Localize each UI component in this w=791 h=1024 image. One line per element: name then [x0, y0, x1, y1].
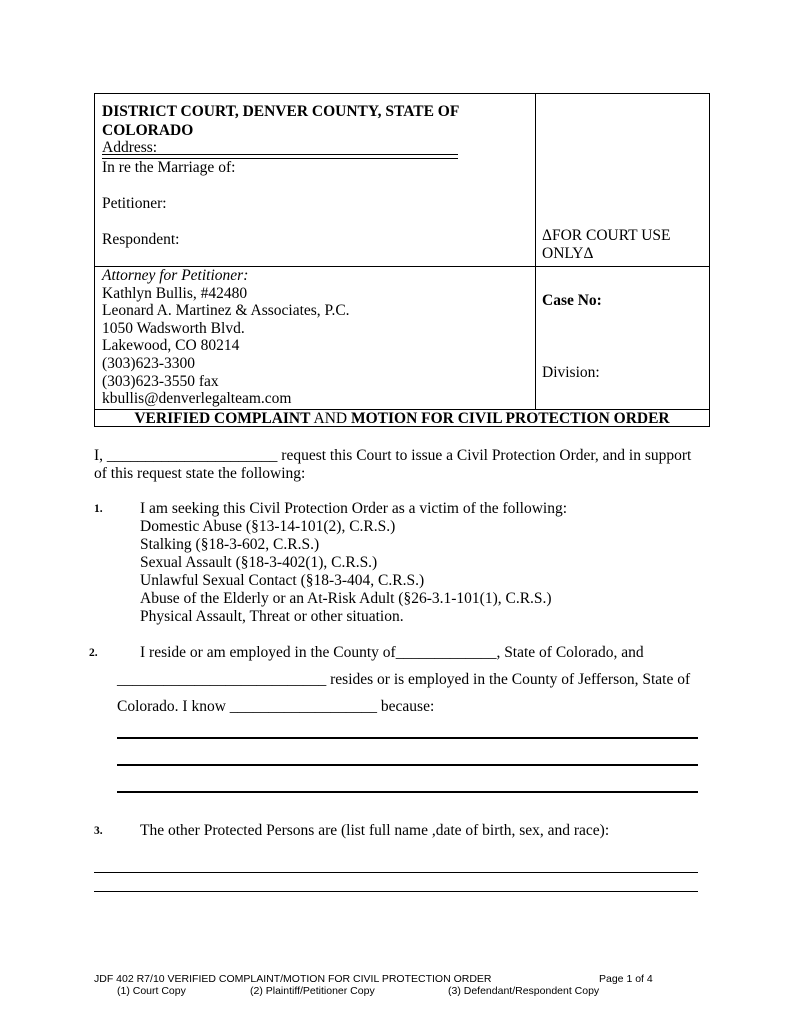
title-part-3: MOTION FOR CIVIL PROTECTION ORDER [350, 410, 670, 427]
attorney-block [102, 267, 350, 408]
attorney-line: Lakewood, CO 80214 [102, 337, 240, 355]
petitioner-label: Petitioner: [102, 195, 167, 212]
intro-line-2: of this request state the following: [94, 465, 306, 482]
item-1-line: Physical Assault, Threat or other situation. [140, 608, 404, 625]
item-3-number: 3. [94, 825, 103, 837]
footer-copy-2: (2) Plaintiff/Petitioner Copy [250, 985, 375, 997]
attorney-line: (303)623-3300 [102, 354, 195, 372]
footer-page-number: Page 1 of 4 [599, 973, 653, 985]
attorney-line: kbullis@denverlegalteam.com [102, 390, 292, 408]
blank-line [117, 764, 698, 766]
item-1-line: Stalking (§18-3-602, C.R.S.) [140, 536, 320, 553]
footer-copy-1: (1) Court Copy [117, 985, 186, 997]
attorney-line: Kathlyn Bullis, #42480 [102, 284, 248, 302]
blank-line [94, 891, 698, 892]
blank-line [94, 872, 698, 873]
attorney-line: (303)623-3550 fax [102, 372, 219, 390]
title-part-1: VERIFIED COMPLAINT [134, 410, 311, 427]
item-1-line: Abuse of the Elderly or an At-Risk Adult (§26-3.1-101(1), C.R.S.) [140, 590, 552, 607]
item-1-line: Domestic Abuse (§13-14-101(2), C.R.S.) [140, 518, 396, 535]
item-1-line: Sexual Assault (§18-3-402(1), C.R.S.) [140, 554, 378, 571]
caption-box [94, 93, 710, 427]
item-1-line: Unlawful Sexual Contact (§18-3-404, C.R.S.) [140, 572, 425, 589]
title-part-2: AND [313, 410, 348, 427]
item-2-line-2: ___________________________ resides or is employed in the County of Jefferson, State of [117, 671, 691, 688]
respondent-label: Respondent: [102, 231, 180, 248]
item-1-line: I am seeking this Civil Protection Order as a victim of the following: [140, 500, 568, 517]
blank-line [117, 791, 698, 793]
intro-line-1: I, ______________________ request this Court to issue a Civil Protection Order, and in support [94, 447, 692, 464]
case-no-label: Case No: [542, 292, 602, 309]
item-2-line-1: I reside or am employed in the County of_____________, State of Colorado, and [140, 644, 644, 661]
item-1-number: 1. [94, 503, 103, 515]
footer-form-id: JDF 402 R7/10 VERIFIED COMPLAINT/MOTION FOR CIVIL PROTECTION ORDER [94, 973, 492, 985]
court-name: DISTRICT COURT, DENVER COUNTY, STATE OF COLORADO [102, 103, 459, 139]
item-3-line-1: The other Protected Persons are (list full name ,date of birth, sex, and race): [140, 822, 610, 839]
attorney-line: 1050 Wadsworth Blvd. [102, 319, 245, 337]
address-label: Address: [102, 139, 158, 156]
caption-divider [535, 94, 536, 409]
court-use-label: ΔFOR COURT USE ONLYΔ [542, 227, 671, 262]
attorney-line: Leonard A. Martinez & Associates, P.C. [102, 302, 350, 320]
document-title [95, 410, 709, 428]
footer-copy-3: (3) Defendant/Respondent Copy [448, 985, 600, 997]
item-2-line-3: Colorado. I know ___________________ because: [117, 698, 435, 715]
blank-line [117, 737, 698, 739]
marriage-label: In re the Marriage of: [102, 159, 236, 176]
attorney-heading: Attorney for Petitioner: [102, 267, 249, 284]
item-2-number: 2. [89, 647, 98, 659]
division-label: Division: [542, 364, 600, 381]
